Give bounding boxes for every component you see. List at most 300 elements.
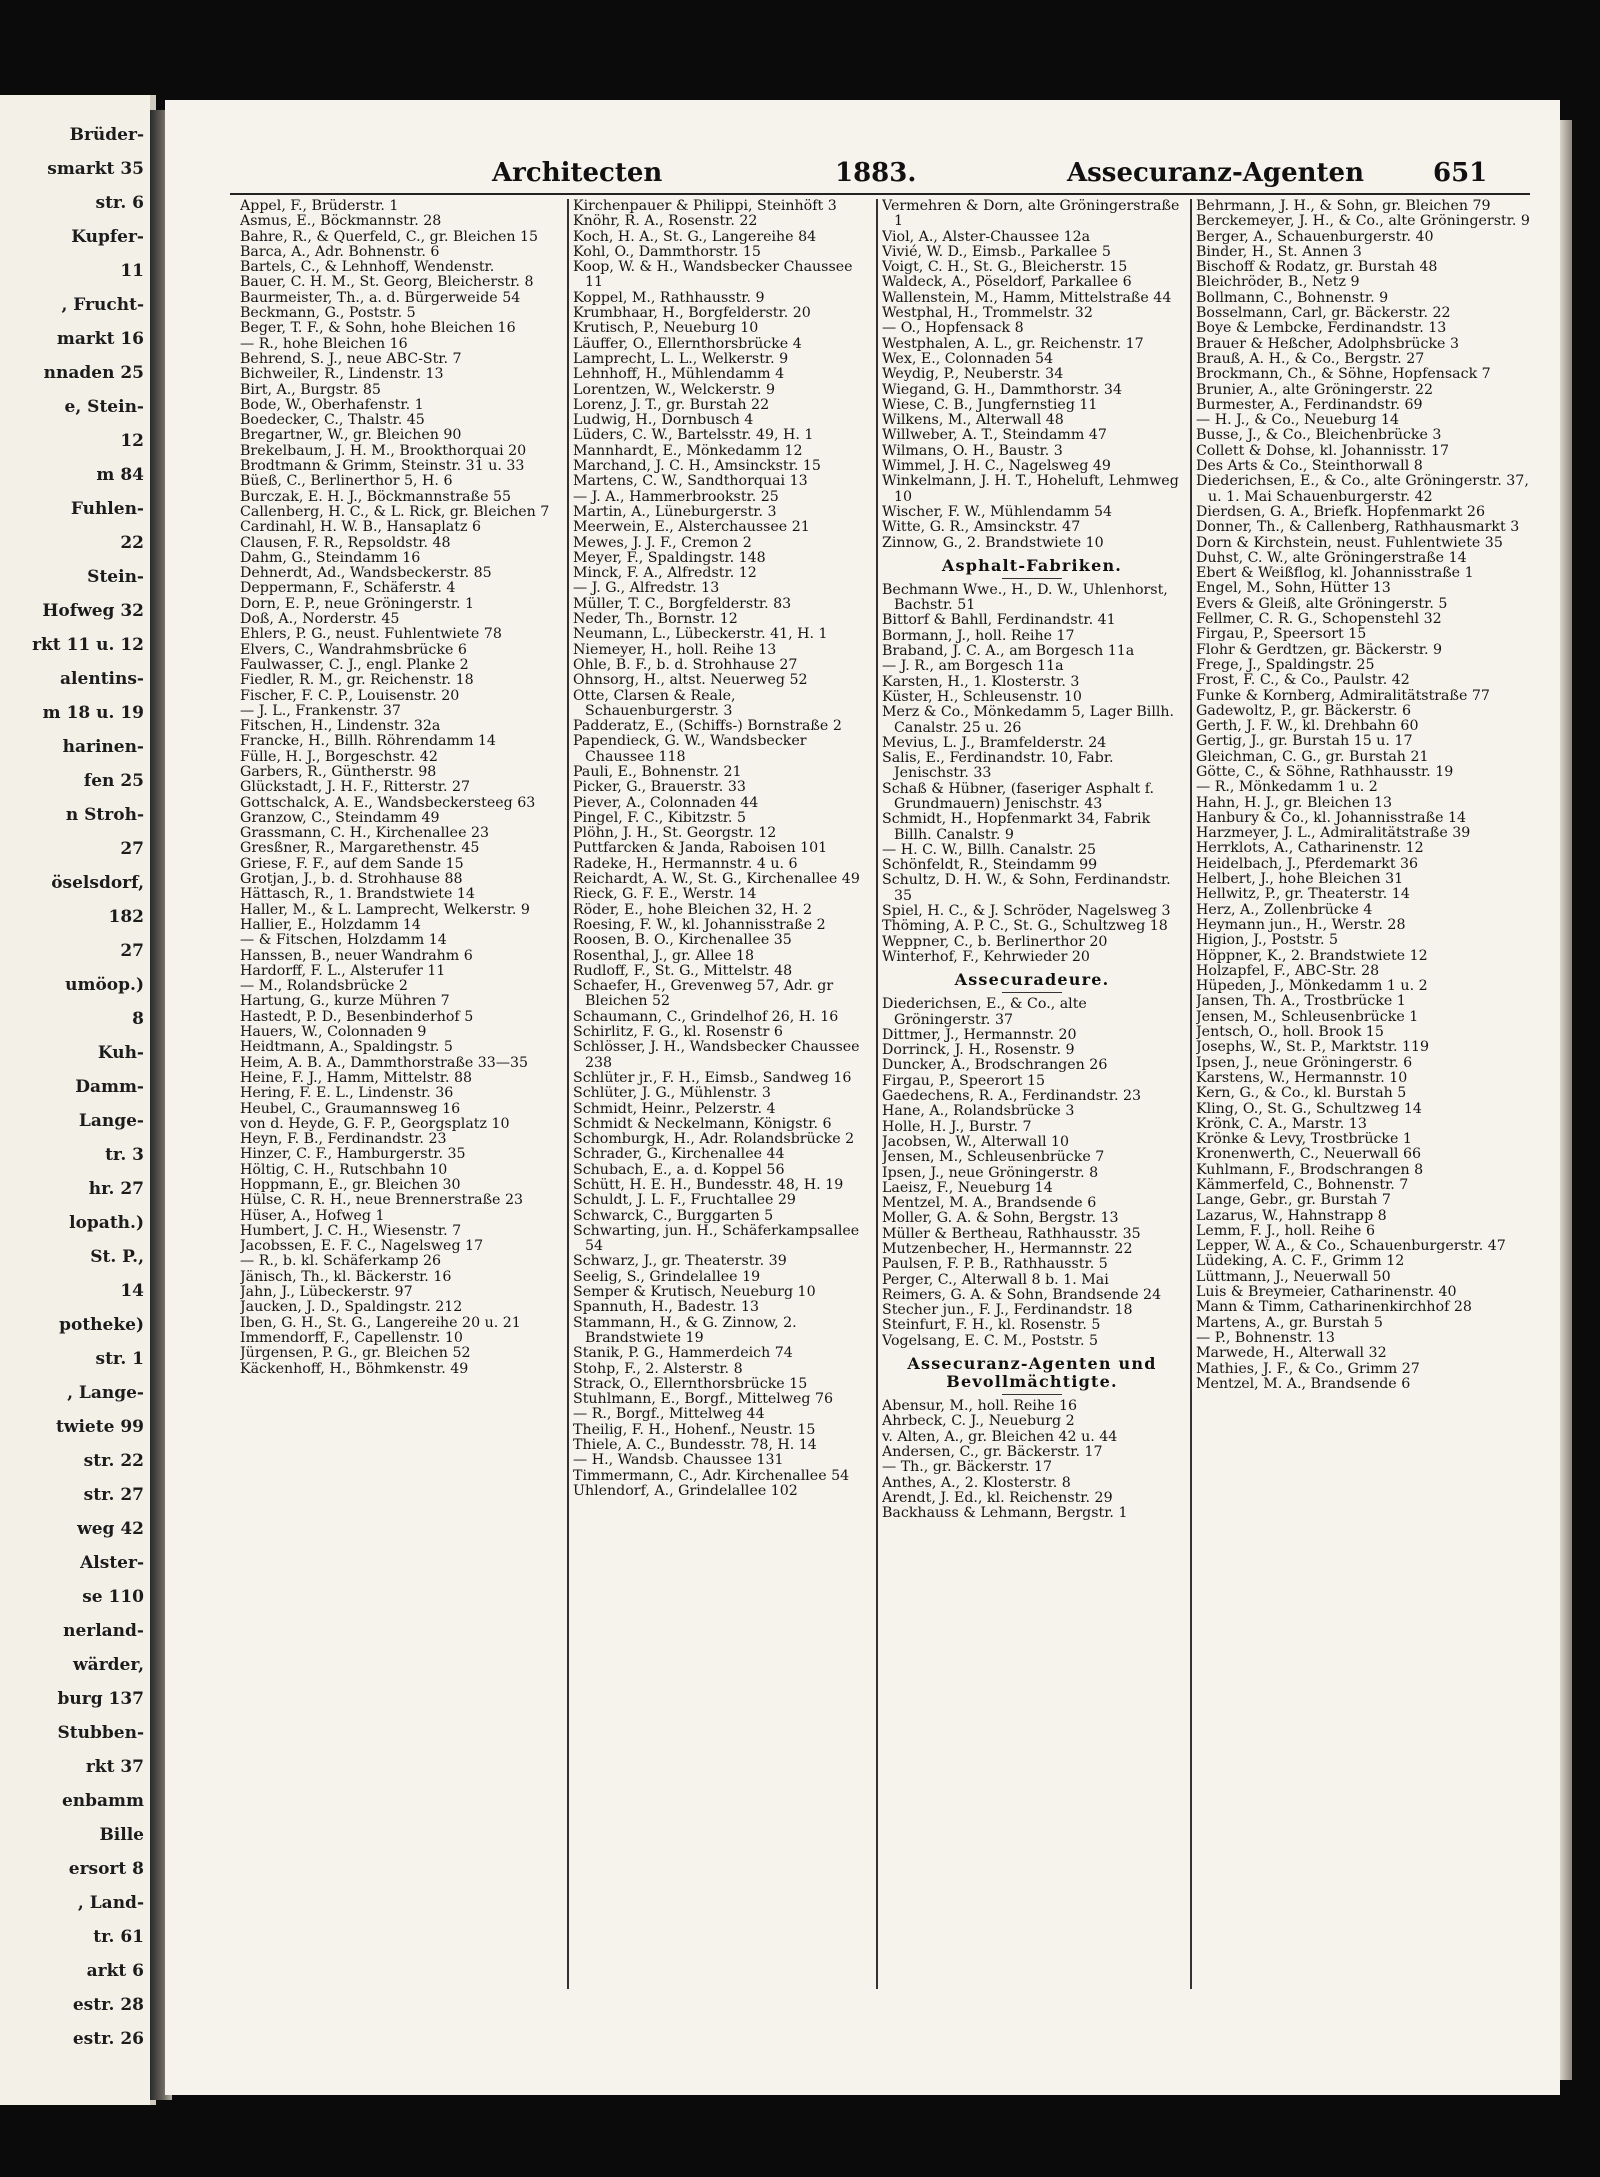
directory-entry: Jensen, M., Schleusenbrücke 7 [882, 1149, 1105, 1166]
directory-entry: Krutisch, P., Neueburg 10 [573, 320, 759, 337]
column-4 [1196, 199, 1536, 1989]
directory-entry: Martens, C. W., Sandthorquai 13 [573, 473, 808, 490]
directory-entry: Brunier, A., alte Gröningerstr. 22 [1196, 381, 1434, 398]
directory-entry: Jürgensen, P. G., gr. Bleichen 52 [240, 1345, 471, 1362]
directory-entry: Semper & Krutisch, Neueburg 10 [573, 1284, 816, 1301]
left-page-line: Kuh- [97, 1043, 144, 1063]
directory-entry: Burmester, A., Ferdinandstr. 69 [1196, 396, 1423, 413]
left-page-line: umöop.) [65, 975, 144, 995]
directory-entry: Minck, F. A., Alfredstr. 12 [573, 565, 757, 582]
directory-entry: Schmidt & Neckelmann, Königstr. 6 [573, 1115, 832, 1132]
directory-entry: Lemm, F. J., holl. Reihe 6 [1196, 1222, 1375, 1239]
directory-entry: Elvers, C., Wandrahmsbrücke 6 [240, 641, 467, 658]
left-page-line: tr. 61 [93, 1927, 144, 1947]
directory-entry: Pingel, F. C., Kibitzstr. 5 [573, 809, 746, 826]
directory-entry: Schultz, D. H. W., & Sohn, Ferdinandstr. 35 [882, 872, 1171, 904]
directory-entry: Brauß, A. H., & Co., Bergstr. 27 [1196, 350, 1425, 367]
directory-entry: Hartung, G., kurze Mühren 7 [240, 993, 450, 1010]
directory-entry: Bechmann Wwe., H., D. W., Uhlenhorst, Bachstr. 51 [882, 581, 1168, 614]
directory-entry: Padderatz, E., (Schiffs-) Bornstraße 2 [573, 718, 842, 735]
directory-entry: Jansen, Th. A., Trostbrücke 1 [1196, 993, 1406, 1010]
directory-entry: Hinzer, C. F., Hamburgerstr. 35 [240, 1146, 466, 1163]
directory-entry: Bleichröder, B., Netz 9 [1196, 274, 1360, 291]
directory-entry: Krumbhaar, H., Borgfelderstr. 20 [573, 305, 811, 322]
directory-entry: Martin, A., Lüneburgerstr. 3 [573, 503, 777, 520]
directory-entry: Laeisz, F., Neueburg 14 [882, 1179, 1053, 1196]
directory-entry: Schmidt, H., Hopfenmarkt 34, Fabrik Billh. Canalstr. 9 [882, 811, 1151, 843]
directory-entry: Hane, A., Rolandsbrücke 3 [882, 1103, 1075, 1120]
directory-entry: Berger, A., Schauenburgerstr. 40 [1196, 228, 1434, 245]
directory-entry: Marchand, J. C. H., Amsinckstr. 15 [573, 458, 821, 475]
directory-entry: Andersen, C., gr. Bäckerstr. 17 [882, 1443, 1103, 1460]
directory-entry: Appel, F., Brüderstr. 1 [240, 199, 399, 214]
directory-entry: Steinfurt, F. H., kl. Rosenstr. 5 [882, 1317, 1101, 1334]
directory-entry: Schubach, E., a. d. Koppel 56 [573, 1161, 785, 1178]
directory-entry: Pauli, E., Bohnenstr. 21 [573, 763, 742, 780]
directory-entry: Ehlers, P. G., neust. Fuhlentwiete 78 [240, 626, 502, 643]
directory-entry: Weppner, C., b. Berlinerthor 20 [882, 933, 1108, 950]
directory-entry: Krönke & Levy, Trostbrücke 1 [1196, 1131, 1412, 1148]
directory-entry: Kronenwerth, C., Neuerwall 66 [1196, 1146, 1422, 1163]
left-page-line: 8 [132, 1009, 144, 1029]
directory-entry: Deppermann, F., Schäferstr. 4 [240, 580, 456, 597]
left-page-line: Bille [99, 1825, 144, 1845]
left-page-line: Stein- [87, 567, 144, 587]
left-page-line: enbamm [61, 1791, 144, 1811]
directory-entry: Dorn, E. P., neue Gröningerstr. 1 [240, 595, 474, 612]
left-page-line: 27 [120, 941, 144, 961]
directory-entry: Anthes, A., 2. Klosterstr. 8 [882, 1474, 1071, 1491]
directory-entry: Uhlendorf, A., Grindelallee 102 [573, 1482, 798, 1499]
directory-entry: Boye & Lembcke, Ferdinandstr. 13 [1196, 320, 1447, 337]
directory-entry: — R., Mönkedamm 1 u. 2 [1196, 779, 1378, 796]
directory-entry: Niemeyer, H., holl. Reihe 13 [573, 641, 777, 658]
directory-entry: Hanssen, B., neuer Wandrahm 6 [240, 947, 473, 964]
directory-entry: Büeß, C., Berlinerthor 5, H. 6 [240, 473, 453, 490]
left-page-line: estr. 26 [72, 2029, 144, 2049]
page-edge [1560, 120, 1572, 2080]
page-number: 651 [1433, 158, 1488, 188]
directory-entry: Hättasch, R., 1. Brandstwiete 14 [240, 886, 475, 903]
directory-entry: Baurmeister, Th., a. d. Bürgerweide 54 [240, 289, 521, 306]
directory-entry: Wiegand, G. H., Dammthorstr. 34 [882, 381, 1122, 398]
directory-entry: Gertig, J., gr. Burstah 15 u. 17 [1196, 733, 1413, 750]
directory-entry: Kohl, O., Dammthorstr. 15 [573, 243, 761, 260]
directory-entry: Ahrbeck, C. J., Neueburg 2 [882, 1413, 1075, 1430]
directory-entry: Hauers, W., Colonnaden 9 [240, 1024, 427, 1041]
directory-entry: Schwarck, C., Burggarten 5 [573, 1207, 774, 1224]
directory-entry: — M., Rolandsbrücke 2 [240, 978, 408, 995]
section-heading: Assecuranz-Agenten und Bevollmächtigte. [882, 1355, 1182, 1395]
directory-entry: Roosen, B. O., Kirchenallee 35 [573, 932, 792, 949]
directory-entry: — R., Borgf., Mittelweg 44 [573, 1406, 765, 1423]
left-page-line: 11 [120, 261, 144, 281]
left-page-line: alentins- [60, 669, 144, 689]
directory-entry: Hülse, C. R. H., neue Brennerstraße 23 [240, 1192, 524, 1209]
directory-entry: Dahm, G., Steindamm 16 [240, 549, 421, 566]
directory-entry: Schönfeldt, R., Steindamm 99 [882, 857, 1098, 874]
directory-entry: Picker, G., Brauerstr. 33 [573, 779, 746, 796]
left-page-line: str. 27 [83, 1485, 144, 1505]
directory-entry: Koch, H. A., St. G., Langereihe 84 [573, 228, 817, 245]
directory-entry: Zinnow, G., 2. Brandstwiete 10 [882, 534, 1104, 551]
left-page-line: 22 [120, 533, 144, 553]
directory-entry: Immendorff, F., Capellenstr. 10 [240, 1329, 463, 1346]
left-page-line: Stubben- [57, 1723, 144, 1743]
directory-entry: Lüdeking, A. C. F., Grimm 12 [1196, 1253, 1405, 1270]
directory-entry: Hüser, A., Hofweg 1 [240, 1207, 385, 1224]
directory-entry: Heubel, C., Graumannsweg 16 [240, 1100, 461, 1117]
directory-entry: Callenberg, H. C., & L. Rick, gr. Bleichen 7 [240, 503, 550, 520]
directory-entry: Braband, J. C. A., am Borgesch 11a [882, 643, 1135, 660]
directory-entry: Merz & Co., Mönkedamm 5, Lager Billh. Canalstr. 25 u. 26 [882, 704, 1175, 736]
directory-entry: Stuhlmann, E., Borgf., Mittelweg 76 [573, 1391, 834, 1408]
directory-entry: Schlüter, J. G., Mühlenstr. 3 [573, 1085, 771, 1102]
directory-entry: Jänisch, Th., kl. Bäckerstr. 16 [240, 1268, 452, 1285]
directory-entry: Ipsen, J., neue Gröningerstr. 8 [882, 1164, 1099, 1181]
directory-entry: Vermehren & Dorn, alte Gröningerstraße 1 [882, 199, 1180, 230]
directory-entry: — & Fitschen, Holzdamm 14 [240, 932, 447, 949]
directory-entry: Lüders, C. W., Bartelsstr. 49, H. 1 [573, 427, 814, 444]
left-page-line: m 84 [96, 465, 144, 485]
directory-entry: Bosselmann, Carl, gr. Bäckerstr. 22 [1196, 305, 1451, 322]
directory-entry: Busse, J., & Co., Bleichenbrücke 3 [1196, 427, 1442, 444]
directory-entry: Bode, W., Oberhafenstr. 1 [240, 396, 424, 413]
directory-entry: Mannhardt, E., Mönkedamm 12 [573, 442, 803, 459]
directory-entry: Frege, J., Spaldingstr. 25 [1196, 656, 1375, 673]
directory-entry: Dittmer, J., Hermannstr. 20 [882, 1026, 1077, 1043]
directory-entry: Arendt, J. Ed., kl. Reichenstr. 29 [882, 1489, 1113, 1506]
directory-entry: Backhauss & Lehmann, Bergstr. 1 [882, 1505, 1128, 1522]
directory-entry: Mevius, L. J., Bramfelderstr. 24 [882, 734, 1107, 751]
directory-entry: Winkelmann, J. H. T., Hoheluft, Lehmweg 10 [882, 473, 1179, 505]
directory-entry: Helbert, J., hohe Bleichen 31 [1196, 871, 1404, 888]
directory-entry: — J. R., am Borgesch 11a [882, 658, 1064, 675]
left-page-line: potheke) [59, 1315, 144, 1335]
directory-entry: Lazarus, W., Hahnstrapp 8 [1196, 1207, 1387, 1224]
left-page-line: lopath.) [69, 1213, 144, 1233]
directory-entry: Behrmann, J. H., & Sohn, gr. Bleichen 79 [1196, 199, 1491, 214]
directory-entry: Hoppmann, E., gr. Bleichen 30 [240, 1177, 461, 1193]
directory-entry: Brekelbaum, J. H. M., Brookthorquai 20 [240, 442, 527, 459]
directory-entry: Gleichman, C. G., gr. Burstah 21 [1196, 748, 1429, 765]
directory-entry: — H. J., & Co., Neueburg 14 [1196, 412, 1400, 429]
directory-entry: Ohle, B. F., b. d. Strohhause 27 [573, 656, 798, 673]
directory-entry: Duncker, A., Brodschrangen 26 [882, 1057, 1108, 1074]
left-page-line: m 18 u. 19 [42, 703, 144, 723]
directory-entry: Schaefer, H., Grevenweg 57, Adr. gr Bleichen 52 [573, 978, 834, 1010]
directory-entry: Jacobssen, E. F. C., Nagelsweg 17 [240, 1238, 484, 1255]
directory-entry: Bormann, J., holl. Reihe 17 [882, 627, 1075, 644]
directory-entry: Papendieck, G. W., Wandsbecker Chaussee 118 [573, 733, 807, 765]
directory-entry: Ludwig, H., Dornbusch 4 [573, 412, 754, 429]
directory-entry: Collett & Dohse, kl. Johannisstr. 17 [1196, 442, 1450, 459]
directory-entry: Röder, E., hohe Bleichen 32, H. 2 [573, 901, 813, 918]
left-page-line: öselsdorf, [51, 873, 144, 893]
directory-entry: Heim, A. B. A., Dammthorstraße 33—35 [240, 1054, 529, 1071]
left-page-line: nnaden 25 [43, 363, 144, 383]
directory-entry: Flohr & Gerdtzen, gr. Bäckerstr. 9 [1196, 641, 1442, 658]
directory-entry: Asmus, E., Böckmannstr. 28 [240, 213, 442, 230]
directory-entry: Brockmann, Ch., & Söhne, Hopfensack 7 [1196, 366, 1491, 383]
directory-entry: Willweber, A. T., Steindamm 47 [882, 427, 1107, 444]
directory-entry: Salis, E., Ferdinandstr. 10, Fabr. Jenischstr. 33 [882, 750, 1114, 782]
column-divider [876, 199, 878, 1989]
left-page-line: twiete 99 [55, 1417, 144, 1437]
directory-entry: Schaß & Hübner, (faseriger Asphalt f. Grundmauern) Jenischstr. 43 [882, 780, 1154, 812]
directory-entry: Koppel, M., Rathhausstr. 9 [573, 289, 765, 306]
directory-entry: Schwarting, jun. H., Schäferkampsallee 54 [573, 1222, 860, 1255]
directory-entry: Faulwasser, C. J., engl. Planke 2 [240, 656, 469, 673]
directory-entry: Gaedechens, R. A., Ferdinandstr. 23 [882, 1088, 1142, 1105]
left-page-line: str. 1 [95, 1349, 144, 1369]
directory-entry: Lehnhoff, H., Mühlendamm 4 [573, 366, 785, 383]
directory-entry: Heyn, F. B., Ferdinandstr. 23 [240, 1131, 447, 1148]
directory-entry: Schlüter jr., F. H., Eimsb., Sandweg 16 [573, 1069, 852, 1086]
directory-entry: Gadewoltz, P., gr. Bäckerstr. 6 [1196, 702, 1412, 719]
directory-entry: Läuffer, O., Ellernthorsbrücke 4 [573, 335, 802, 352]
directory-entry: Schaumann, C., Grindelhof 26, H. 16 [573, 1008, 839, 1025]
directory-entry: Waldeck, A., Pöseldorf, Parkallee 6 [882, 274, 1132, 291]
directory-entry: Stanik, P. G., Hammerdeich 74 [573, 1345, 793, 1362]
directory-entry: Kling, O., St. G., Schultzweg 14 [1196, 1100, 1422, 1117]
directory-entry: Stohp, F., 2. Alsterstr. 8 [573, 1360, 743, 1377]
directory-entry: Luis & Breymeier, Catharinenstr. 40 [1196, 1284, 1457, 1301]
directory-entry: — Th., gr. Bäckerstr. 17 [882, 1459, 1053, 1476]
directory-entry: Westphal, H., Trommelstr. 32 [882, 305, 1093, 322]
directory-entry: Hüpeden, J., Mönkedamm 1 u. 2 [1196, 978, 1428, 995]
left-page-line: weg 42 [77, 1519, 144, 1539]
directory-entry: Mann & Timm, Catharinenkirchhof 28 [1196, 1299, 1472, 1316]
directory-entry: Dierdsen, G. A., Briefk. Hopfenmarkt 26 [1196, 503, 1485, 520]
directory-entry: Evers & Gleiß, alte Gröningerstr. 5 [1196, 595, 1448, 612]
directory-entry: Thöming, A. P. C., St. G., Schultzweg 18 [882, 918, 1168, 935]
left-page-line: fen 25 [83, 771, 144, 791]
directory-entry: Wilkens, M., Alterwall 48 [882, 412, 1064, 429]
directory-entry: Burczak, E. H. J., Böckmannstraße 55 [240, 488, 512, 505]
directory-entry: Gottschalck, A. E., Wandsbeckersteeg 63 [240, 794, 536, 811]
directory-entry: Witte, G. R., Amsinckstr. 47 [882, 519, 1081, 536]
directory-entry: Schomburgk, H., Adr. Rolandsbrücke 2 [573, 1131, 855, 1148]
directory-entry: Funke & Kornberg, Admiralitätstraße 77 [1196, 687, 1490, 704]
directory-entry: Vogelsang, E. C. M., Poststr. 5 [882, 1332, 1099, 1349]
directory-entry: Vivié, W. D., Eimsb., Parkallee 5 [882, 243, 1111, 260]
directory-entry: Wiese, C. B., Jungfernstieg 11 [882, 396, 1098, 413]
section-heading: Asphalt-Fabriken. [882, 557, 1182, 579]
directory-entry: Beckmann, G., Poststr. 5 [240, 305, 416, 322]
directory-entry: Viol, A., Alster-Chaussee 12a [882, 228, 1091, 245]
directory-entry: Karstens, W., Hermannstr. 10 [1196, 1069, 1408, 1086]
directory-entry: Puttfarcken & Janda, Raboisen 101 [573, 840, 828, 857]
directory-entry: Piever, A., Colonnaden 44 [573, 794, 759, 811]
column-divider [1190, 199, 1192, 1989]
directory-entry: Jahn, J., Lübeckerstr. 97 [240, 1284, 413, 1301]
directory-entry: Harzmeyer, J. L., Admiralitätstraße 39 [1196, 825, 1471, 842]
left-page-line: rkt 37 [85, 1757, 144, 1777]
directory-entry: Moller, G. A. & Sohn, Bergstr. 13 [882, 1210, 1119, 1227]
left-page-line: Brüder- [69, 125, 144, 145]
directory-entry: Bittorf & Bahll, Ferdinandstr. 41 [882, 612, 1116, 629]
directory-entry: Holle, H. J., Burstr. 7 [882, 1118, 1032, 1135]
directory-entry: Wallenstein, M., Hamm, Mittelstraße 44 [882, 289, 1172, 306]
directory-entry: Lamprecht, L. L., Welkerstr. 9 [573, 350, 789, 367]
left-page-line: burg 137 [57, 1689, 144, 1709]
directory-entry: Müller, T. C., Borgfelderstr. 83 [573, 595, 792, 612]
left-page-line: Fuhlen- [70, 499, 144, 519]
directory-entry: Westphalen, A. L., gr. Reichenstr. 17 [882, 335, 1144, 352]
directory-entry: Garbers, R., Güntherstr. 98 [240, 763, 437, 780]
left-page-line: 12 [120, 431, 144, 451]
left-page-line: n Stroh- [65, 805, 144, 825]
directory-entry: Radeke, H., Hermannstr. 4 u. 6 [573, 855, 798, 872]
left-page-line: , Lange- [67, 1383, 144, 1403]
directory-entry: Reimers, G. A. & Sohn, Brandsende 24 [882, 1286, 1162, 1303]
directory-entry: Higion, J., Poststr. 5 [1196, 932, 1339, 949]
left-page-line: Damm- [75, 1077, 144, 1097]
directory-entry: Firgau, P., Speerort 15 [882, 1072, 1046, 1089]
directory-entry: Lange, Gebr., gr. Burstah 7 [1196, 1192, 1391, 1209]
left-page-line: , Frucht- [61, 295, 144, 315]
directory-entry: Schuldt, J. L. F., Fruchtallee 29 [573, 1192, 796, 1209]
directory-entry: Dorn & Kirchstein, neust. Fuhlentwiete 35 [1196, 534, 1503, 551]
directory-entry: Berckemeyer, J. H., & Co., alte Gröningerstr. 9 [1196, 213, 1530, 230]
directory-entry: Winterhof, F., Kehrwieder 20 [882, 948, 1090, 965]
directory-entry: — O., Hopfensack 8 [882, 320, 1024, 337]
directory-entry: v. Alten, A., gr. Bleichen 42 u. 44 [882, 1428, 1118, 1445]
directory-entry: Cardinahl, H. W. B., Hansaplatz 6 [240, 519, 481, 536]
directory-entry: Meerwein, E., Alsterchaussee 21 [573, 519, 810, 536]
left-page-line: wärder, [73, 1655, 144, 1675]
directory-entry: Jacobsen, W., Alterwall 10 [882, 1133, 1070, 1150]
page-header [230, 158, 1590, 188]
directory-entry: Hardorff, F. L., Alsterufer 11 [240, 962, 446, 979]
directory-entry: Gresßner, R., Margarethenstr. 45 [240, 840, 480, 857]
directory-entry: Rieck, G. F. E., Werstr. 14 [573, 886, 757, 903]
directory-entry: — R., hohe Bleichen 16 [240, 335, 408, 352]
directory-entry: Fülle, H. J., Borgeschstr. 42 [240, 748, 438, 765]
directory-entry: Stecher jun., F. J., Ferdinandstr. 18 [882, 1302, 1133, 1319]
directory-entry: Doß, A., Norderstr. 45 [240, 611, 400, 628]
directory-entry: Bichweiler, R., Lindenstr. 13 [240, 366, 444, 383]
directory-entry: Schrader, G., Kirchenallee 44 [573, 1146, 785, 1163]
left-page-line: Kupfer- [71, 227, 144, 247]
left-page-fragment [0, 95, 156, 2105]
header-year: 1883. [835, 158, 917, 188]
left-page-line: harinen- [62, 737, 144, 757]
directory-entry: Humbert, J. C. H., Wiesenstr. 7 [240, 1222, 462, 1239]
column-2 [573, 199, 873, 1989]
directory-entry: Diederichsen, E., & Co., alte Gröningerstr. 37, u. 1. Mai Schauenburgerstr. 42 [1196, 473, 1529, 505]
directory-entry: Lorentzen, W., Welckerstr. 9 [573, 381, 775, 398]
directory-entry: Schirlitz, F. G., kl. Rosenstr 6 [573, 1024, 783, 1041]
directory-entry: — J. G., Alfredstr. 13 [573, 580, 720, 597]
directory-entry: Ohnsorg, H., altst. Neuerweg 52 [573, 672, 808, 689]
directory-entry: Brauer & Heßcher, Adolphsbrücke 3 [1196, 335, 1459, 352]
directory-entry: Jensen, M., Schleusenbrücke 1 [1196, 1008, 1419, 1025]
directory-entry: von d. Heyde, G. F. P., Georgsplatz 10 [240, 1115, 510, 1132]
directory-entry: Heine, F. J., Hamm, Mittelstr. 88 [240, 1069, 473, 1086]
directory-entry: Grotjan, J., b. d. Strohhause 88 [240, 871, 463, 888]
directory-entry: Koop, W. & H., Wandsbecker Chaussee 11 [573, 259, 853, 291]
directory-entry: Weydig, P., Neuberstr. 34 [882, 366, 1064, 383]
directory-entry: Fischer, F. C. P., Louisenstr. 20 [240, 687, 460, 704]
directory-entry: Paulsen, F. P. B., Rathhausstr. 5 [882, 1256, 1108, 1273]
directory-entry: Marwede, H., Alterwall 32 [1196, 1345, 1387, 1362]
directory-entry: Mentzel, M. A., Brandsende 6 [882, 1195, 1097, 1212]
directory-entry: Glückstadt, J. H. F., Ritterstr. 27 [240, 779, 471, 796]
directory-entry: Wilmans, O. H., Baustr. 3 [882, 442, 1063, 459]
directory-entry: Firgau, P., Speersort 15 [1196, 626, 1367, 643]
directory-entry: Boedecker, C., Thalstr. 45 [240, 412, 425, 429]
left-page-line: e, Stein- [64, 397, 144, 417]
left-page-line: markt 16 [56, 329, 144, 349]
directory-entry: Herz, A., Zollenbrücke 4 [1196, 901, 1373, 918]
directory-entry: — J. A., Hammerbrookstr. 25 [573, 488, 779, 505]
directory-entry: Des Arts & Co., Steinthorwall 8 [1196, 458, 1423, 475]
left-page-line: 27 [120, 839, 144, 859]
directory-entry: Wischer, F. W., Mühlendamm 54 [882, 503, 1113, 520]
directory-entry: Reichardt, A. W., St. G., Kirchenallee 49 [573, 871, 860, 888]
left-page-line: St. P., [90, 1247, 144, 1267]
directory-entry: Mentzel, M. A., Brandsende 6 [1196, 1375, 1411, 1392]
left-page-line: se 110 [82, 1587, 144, 1607]
directory-entry: Birt, A., Burgstr. 85 [240, 381, 381, 398]
directory-entry: Abensur, M., holl. Reihe 16 [882, 1398, 1078, 1415]
directory-entry: Engel, M., Sohn, Hütter 13 [1196, 580, 1391, 597]
directory-entry: — R., b. kl. Schäferkamp 26 [240, 1253, 442, 1270]
directory-entry: Diederichsen, E., & Co., alte Gröningerstr. 37 [882, 996, 1087, 1028]
directory-entry: — H. C. W., Billh. Canalstr. 25 [882, 841, 1097, 858]
directory-entry: Bischoff & Rodatz, gr. Burstah 48 [1196, 259, 1438, 276]
directory-entry: Rudloff, F., St. G., Mittelstr. 48 [573, 962, 793, 979]
directory-entry: Neder, Th., Bornstr. 12 [573, 611, 738, 628]
directory-entry: Martens, A., gr. Burstah 5 [1196, 1314, 1383, 1331]
directory-entry: Kuhlmann, F., Brodschrangen 8 [1196, 1161, 1424, 1178]
directory-entry: Jentsch, O., holl. Brook 15 [1196, 1024, 1384, 1041]
directory-entry: Lüttmann, J., Neuerwall 50 [1196, 1268, 1391, 1285]
left-page-line: arkt 6 [86, 1961, 144, 1981]
directory-entry: Bahre, R., & Querfeld, C., gr. Bleichen 15 [240, 228, 539, 245]
directory-entry: Beger, T. F., & Sohn, hohe Bleichen 16 [240, 320, 516, 337]
column-divider [567, 199, 569, 1989]
directory-entry: Küster, H., Schleusenstr. 10 [882, 688, 1082, 705]
directory-entry: Hastedt, P. D., Besenbinderhof 5 [240, 1008, 474, 1025]
column-3 [882, 199, 1182, 1989]
directory-entry: Otte, Clarsen & Reale, Schauenburgerstr. 3 [573, 687, 736, 719]
directory-entry: Karsten, H., 1. Klosterstr. 3 [882, 673, 1080, 690]
directory-entry: Götte, C., & Söhne, Rathhausstr. 19 [1196, 763, 1454, 780]
directory-entry: Granzow, C., Steindamm 49 [240, 809, 440, 826]
directory-entry: Dorrinck, J. H., Rosenstr. 9 [882, 1042, 1075, 1059]
directory-entry: Wimmel, J. H. C., Nagelsweg 49 [882, 458, 1111, 475]
directory-entry: Holzapfel, F., ABC-Str. 28 [1196, 962, 1380, 979]
left-page-line: Lange- [78, 1111, 144, 1131]
left-page-line: , Land- [77, 1893, 144, 1913]
directory-entry: Schlösser, J. H., Wandsbecker Chaussee 238 [573, 1039, 860, 1071]
left-page-line: Alster- [80, 1553, 144, 1573]
directory-entry: Mewes, J. J. F., Cremon 2 [573, 534, 752, 551]
directory-entry: Neumann, L., Lübeckerstr. 41, H. 1 [573, 626, 828, 643]
directory-entry: Lorenz, J. T., gr. Burstah 22 [573, 396, 770, 413]
header-left-title: Architecten [492, 158, 663, 188]
directory-entry: Kirchenpauer & Philippi, Steinhöft 3 [573, 199, 837, 214]
directory-entry: Dehnerdt, Ad., Wandsbeckerstr. 85 [240, 565, 492, 582]
directory-entry: Schmidt, Heinr., Pelzerstr. 4 [573, 1100, 776, 1117]
directory-entry: Lepper, W. A., & Co., Schauenburgerstr. 47 [1196, 1238, 1506, 1255]
directory-entry: Donner, Th., & Callenberg, Rathhausmarkt 3 [1196, 519, 1520, 536]
directory-entry: Rosenthal, J., gr. Allee 18 [573, 947, 755, 964]
directory-entry: Krönk, C. A., Marstr. 13 [1196, 1115, 1367, 1132]
